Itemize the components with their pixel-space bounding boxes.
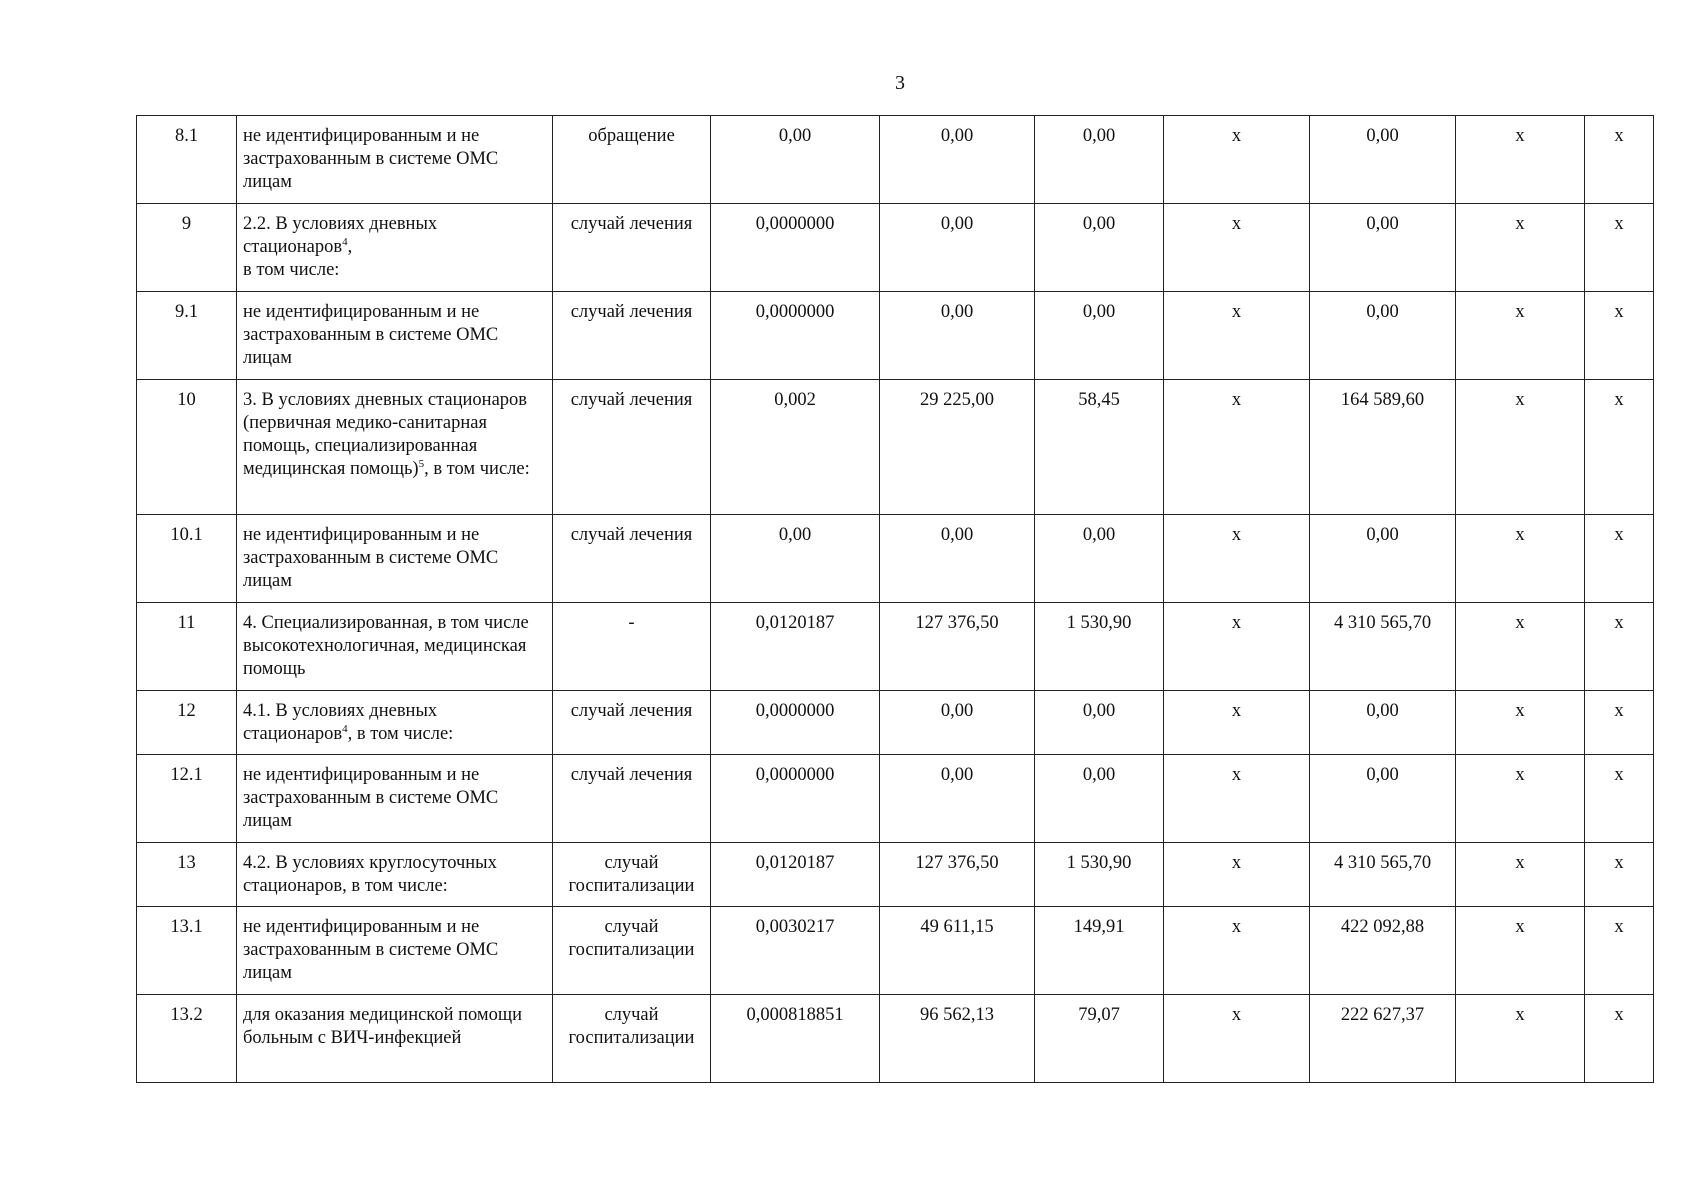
cell-num: 10 <box>137 380 237 515</box>
cell-cost: 0,00 <box>880 755 1035 843</box>
cell-c6: х <box>1164 603 1310 691</box>
table-body <box>137 116 1654 1083</box>
cell-cost: 0,00 <box>880 691 1035 755</box>
cell-total: 0,00 <box>1310 691 1456 755</box>
cell-total: 222 627,37 <box>1310 995 1456 1083</box>
cell-unit: случай лечения <box>553 292 711 380</box>
cell-name <box>237 755 553 843</box>
cell-num: 8.1 <box>137 116 237 204</box>
cell-unit: обращение <box>553 116 711 204</box>
cell-name <box>237 603 553 691</box>
table-row <box>137 292 1654 380</box>
cell-c9: х <box>1585 204 1654 292</box>
row-name-tail: , в том числе: <box>347 724 454 744</box>
cell-total: 4 310 565,70 <box>1310 843 1456 907</box>
cell-per-capita: 0,00 <box>1035 691 1164 755</box>
cell-c6: х <box>1164 843 1310 907</box>
row-name-text: не идентифицированным и не застрахованным в системе ОМС лицам <box>243 302 499 368</box>
cell-c9: х <box>1585 380 1654 515</box>
cell-volume: 0,0030217 <box>711 907 880 995</box>
cell-c8: х <box>1456 116 1585 204</box>
cell-c9: х <box>1585 292 1654 380</box>
cell-num: 9.1 <box>137 292 237 380</box>
cell-c8: х <box>1456 995 1585 1083</box>
cell-name <box>237 380 553 515</box>
cell-unit: - <box>553 603 711 691</box>
cell-unit: случай лечения <box>553 515 711 603</box>
cell-c6: х <box>1164 380 1310 515</box>
cell-per-capita: 0,00 <box>1035 204 1164 292</box>
cell-per-capita: 79,07 <box>1035 995 1164 1083</box>
cell-c8: х <box>1456 843 1585 907</box>
cell-c8: х <box>1456 380 1585 515</box>
cell-c8: х <box>1456 204 1585 292</box>
cell-unit: случай лечения <box>553 380 711 515</box>
table-row <box>137 515 1654 603</box>
cell-volume: 0,0000000 <box>711 755 880 843</box>
cell-num: 9 <box>137 204 237 292</box>
cell-per-capita: 1 530,90 <box>1035 603 1164 691</box>
cell-unit: случай госпитализации <box>553 843 711 907</box>
cell-name <box>237 292 553 380</box>
cell-c9: х <box>1585 843 1654 907</box>
cell-total: 0,00 <box>1310 116 1456 204</box>
cell-cost: 0,00 <box>880 515 1035 603</box>
cell-num: 13.1 <box>137 907 237 995</box>
cell-volume: 0,002 <box>711 380 880 515</box>
row-name-tail: , в том числе: <box>424 459 530 479</box>
row-name-text: не идентифицированным и не застрахованным в системе ОМС лицам <box>243 126 499 192</box>
cell-total: 0,00 <box>1310 204 1456 292</box>
cell-name <box>237 116 553 204</box>
cell-per-capita: 0,00 <box>1035 755 1164 843</box>
cell-c8: х <box>1456 691 1585 755</box>
cell-c9: х <box>1585 116 1654 204</box>
cell-c8: х <box>1456 515 1585 603</box>
cell-c9: х <box>1585 995 1654 1083</box>
cell-c8: х <box>1456 755 1585 843</box>
cell-name <box>237 907 553 995</box>
table-row <box>137 843 1654 907</box>
table-row <box>137 204 1654 292</box>
cell-name <box>237 204 553 292</box>
cell-unit: случай госпитализации <box>553 907 711 995</box>
row-name-text: не идентифицированным и не застрахованным в системе ОМС лицам <box>243 765 499 831</box>
cell-total: 0,00 <box>1310 292 1456 380</box>
cell-cost: 96 562,13 <box>880 995 1035 1083</box>
row-name-text: для оказания медицинской помощи больным с ВИЧ-инфекцией <box>243 1005 523 1048</box>
cell-c9: х <box>1585 603 1654 691</box>
cell-name <box>237 515 553 603</box>
cell-num: 10.1 <box>137 515 237 603</box>
table-row <box>137 907 1654 995</box>
cell-c6: х <box>1164 116 1310 204</box>
cell-c6: х <box>1164 292 1310 380</box>
cell-name <box>237 691 553 755</box>
cell-c6: х <box>1164 755 1310 843</box>
cell-num: 11 <box>137 603 237 691</box>
cell-total: 0,00 <box>1310 755 1456 843</box>
cell-c8: х <box>1456 292 1585 380</box>
cell-volume: 0,0000000 <box>711 204 880 292</box>
row-name-text: 3. В условиях дневных стационаров (первичная медико-санитарная помощь, специализированная медицинская помощь) <box>243 390 528 479</box>
cell-c6: х <box>1164 204 1310 292</box>
cell-volume: 0,0000000 <box>711 691 880 755</box>
cell-num: 13.2 <box>137 995 237 1083</box>
footnote-mark: 5 <box>418 457 425 470</box>
cell-cost: 49 611,15 <box>880 907 1035 995</box>
cell-volume: 0,000818851 <box>711 995 880 1083</box>
cell-name <box>237 843 553 907</box>
cell-volume: 0,00 <box>711 116 880 204</box>
cell-cost: 0,00 <box>880 116 1035 204</box>
cell-volume: 0,0120187 <box>711 603 880 691</box>
cell-per-capita: 0,00 <box>1035 292 1164 380</box>
cell-unit: случай лечения <box>553 204 711 292</box>
cell-cost: 0,00 <box>880 292 1035 380</box>
cell-cost: 127 376,50 <box>880 843 1035 907</box>
cell-cost: 29 225,00 <box>880 380 1035 515</box>
cell-per-capita: 58,45 <box>1035 380 1164 515</box>
row-name-text: не идентифицированным и не застрахованным в системе ОМС лицам <box>243 917 499 983</box>
table-row <box>137 380 1654 515</box>
cell-c9: х <box>1585 755 1654 843</box>
row-name-text: не идентифицированным и не застрахованным в системе ОМС лицам <box>243 525 499 591</box>
cell-name <box>237 995 553 1083</box>
cell-total: 422 092,88 <box>1310 907 1456 995</box>
cell-per-capita: 149,91 <box>1035 907 1164 995</box>
cell-volume: 0,0000000 <box>711 292 880 380</box>
table-row <box>137 603 1654 691</box>
cell-total: 4 310 565,70 <box>1310 603 1456 691</box>
cell-unit: случай лечения <box>553 691 711 755</box>
row-name-tail: , в том числе: <box>243 237 353 280</box>
table-row <box>137 995 1654 1083</box>
cell-cost: 127 376,50 <box>880 603 1035 691</box>
table-row <box>137 116 1654 204</box>
cell-per-capita: 0,00 <box>1035 116 1164 204</box>
cell-volume: 0,0120187 <box>711 843 880 907</box>
cell-c6: х <box>1164 995 1310 1083</box>
footnote-mark: 4 <box>342 235 348 248</box>
cell-volume: 0,00 <box>711 515 880 603</box>
cell-cost: 0,00 <box>880 204 1035 292</box>
cell-total: 0,00 <box>1310 515 1456 603</box>
cell-num: 12.1 <box>137 755 237 843</box>
cell-c9: х <box>1585 691 1654 755</box>
table-row <box>137 755 1654 843</box>
table-row <box>137 691 1654 755</box>
cell-total: 164 589,60 <box>1310 380 1456 515</box>
row-name-text: 4.1. В условиях дневных стационаров <box>243 701 438 744</box>
row-name-text: 4.2. В условиях круглосуточных стационаров, в том числе: <box>243 853 497 896</box>
cell-per-capita: 1 530,90 <box>1035 843 1164 907</box>
cell-c8: х <box>1456 603 1585 691</box>
cell-c8: х <box>1456 907 1585 995</box>
cell-unit: случай лечения <box>553 755 711 843</box>
row-name-text: 4. Специализированная, в том числе высокотехнологичная, медицинская помощь <box>243 613 529 679</box>
data-table <box>136 115 1654 1083</box>
row-name-text: 2.2. В условиях дневных стационаров <box>243 214 438 257</box>
page-number: 3 <box>895 72 905 94</box>
cell-per-capita: 0,00 <box>1035 515 1164 603</box>
cell-c9: х <box>1585 515 1654 603</box>
cell-num: 12 <box>137 691 237 755</box>
cell-c6: х <box>1164 691 1310 755</box>
footnote-mark: 4 <box>342 722 348 735</box>
cell-unit: случай госпитализации <box>553 995 711 1083</box>
cell-c6: х <box>1164 515 1310 603</box>
cell-c9: х <box>1585 907 1654 995</box>
cell-num: 13 <box>137 843 237 907</box>
cell-c6: х <box>1164 907 1310 995</box>
